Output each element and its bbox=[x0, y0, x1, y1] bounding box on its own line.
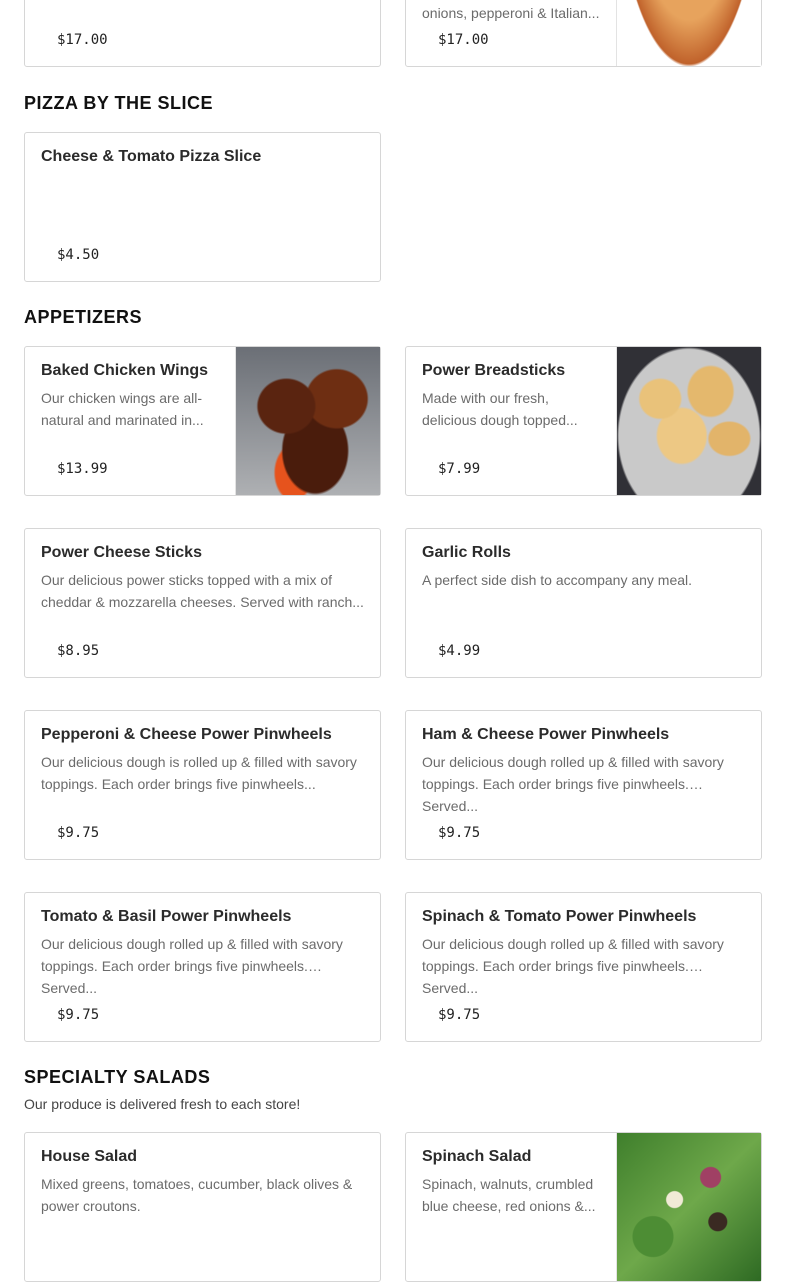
chicken-wings-image bbox=[235, 347, 380, 495]
item-description: Our delicious dough is rolled up & filled with savory toppings. Each order brings five pinwheels... bbox=[41, 754, 357, 792]
section-note: Our produce is delivered fresh to each store! bbox=[24, 1096, 301, 1112]
section-title-appetizers: APPETIZERS bbox=[24, 307, 143, 327]
item-name: Spinach & Tomato Power Pinwheels bbox=[422, 908, 697, 925]
item-name: Power Breadsticks bbox=[422, 362, 566, 379]
item-price: $8.95 bbox=[57, 643, 100, 659]
menu-item-card[interactable] bbox=[24, 528, 381, 678]
menu-item-card[interactable] bbox=[405, 892, 762, 1042]
breadsticks-image bbox=[616, 347, 761, 495]
item-description: Our delicious dough rolled up & filled with savory toppings. Each order brings five pinwheels. Served... bbox=[422, 936, 724, 996]
item-price: $13.99 bbox=[57, 461, 108, 477]
menu-item-card[interactable] bbox=[24, 710, 381, 860]
card-text bbox=[422, 725, 745, 859]
item-description: Our delicious dough rolled up & filled with savory toppings. Each order brings five pinwheels. Served... bbox=[41, 936, 343, 996]
menu-item-card[interactable] bbox=[405, 710, 762, 860]
item-description: Our delicious power sticks topped with a mix of cheddar & mozzarella cheeses. Served with ranch... bbox=[41, 572, 364, 610]
section-title-slice: PIZZA BY THE SLICE bbox=[24, 93, 214, 113]
item-description: Spinach, walnuts, crumbled blue cheese, red onions &... bbox=[422, 1176, 596, 1214]
item-name: Power Cheese Sticks bbox=[41, 544, 202, 561]
item-name: Cheese & Tomato Pizza Slice bbox=[41, 148, 262, 165]
card-text bbox=[422, 361, 601, 495]
item-price: $17.00 bbox=[57, 32, 108, 48]
item-description: A perfect side dish to accompany any meal. bbox=[422, 572, 693, 588]
item-description: Our delicious dough rolled up & filled with savory toppings. Each order brings five pinwheels. Served... bbox=[422, 754, 724, 814]
card-text bbox=[41, 0, 364, 66]
item-price: $4.99 bbox=[438, 643, 481, 659]
item-name: Tomato & Basil Power Pinwheels bbox=[41, 908, 292, 925]
item-price: $9.75 bbox=[438, 825, 481, 841]
card-text bbox=[41, 361, 220, 495]
item-price: $7.99 bbox=[438, 461, 481, 477]
item-name: Baked Chicken Wings bbox=[41, 362, 209, 379]
card-text bbox=[422, 543, 745, 677]
card-text bbox=[41, 1147, 364, 1281]
item-name: Garlic Rolls bbox=[422, 544, 511, 561]
item-price: $9.75 bbox=[57, 825, 100, 841]
menu-item-card[interactable] bbox=[405, 346, 762, 496]
menu-item-card[interactable] bbox=[405, 528, 762, 678]
item-price: $9.75 bbox=[57, 1007, 100, 1023]
item-description: Mixed greens, tomatoes, cucumber, black olives & power croutons. bbox=[41, 1176, 353, 1214]
card-text bbox=[41, 543, 364, 677]
card-text bbox=[422, 907, 745, 1041]
pizza-image bbox=[616, 0, 761, 66]
menu-item-card[interactable] bbox=[24, 132, 381, 282]
item-name: House Salad bbox=[41, 1148, 138, 1165]
item-description: Made with our fresh, delicious dough topped... bbox=[422, 390, 578, 428]
card-text bbox=[422, 1147, 601, 1281]
card-text bbox=[41, 907, 364, 1041]
menu-item-card[interactable] bbox=[24, 346, 381, 496]
spinach-salad-image bbox=[616, 1133, 761, 1281]
item-name: Spinach Salad bbox=[422, 1148, 532, 1165]
item-description: onions, pepperoni & Italian... bbox=[422, 5, 600, 21]
card-text bbox=[41, 147, 364, 281]
item-description: Our chicken wings are all-natural and marinated in... bbox=[41, 390, 204, 428]
item-name: Pepperoni & Cheese Power Pinwheels bbox=[41, 726, 332, 743]
card-text bbox=[422, 0, 601, 66]
menu-item-card[interactable] bbox=[24, 892, 381, 1042]
item-price: $4.50 bbox=[57, 247, 100, 263]
menu-item-card[interactable] bbox=[405, 0, 762, 67]
menu-item-card[interactable] bbox=[405, 1132, 762, 1282]
item-price: $17.00 bbox=[438, 32, 489, 48]
menu-item-card[interactable] bbox=[24, 0, 381, 67]
item-price: $9.75 bbox=[438, 1007, 481, 1023]
menu-item-card[interactable] bbox=[24, 1132, 381, 1282]
item-name: Ham & Cheese Power Pinwheels bbox=[422, 726, 670, 743]
card-text bbox=[41, 725, 364, 859]
section-title-salads: SPECIALTY SALADS bbox=[24, 1067, 211, 1087]
